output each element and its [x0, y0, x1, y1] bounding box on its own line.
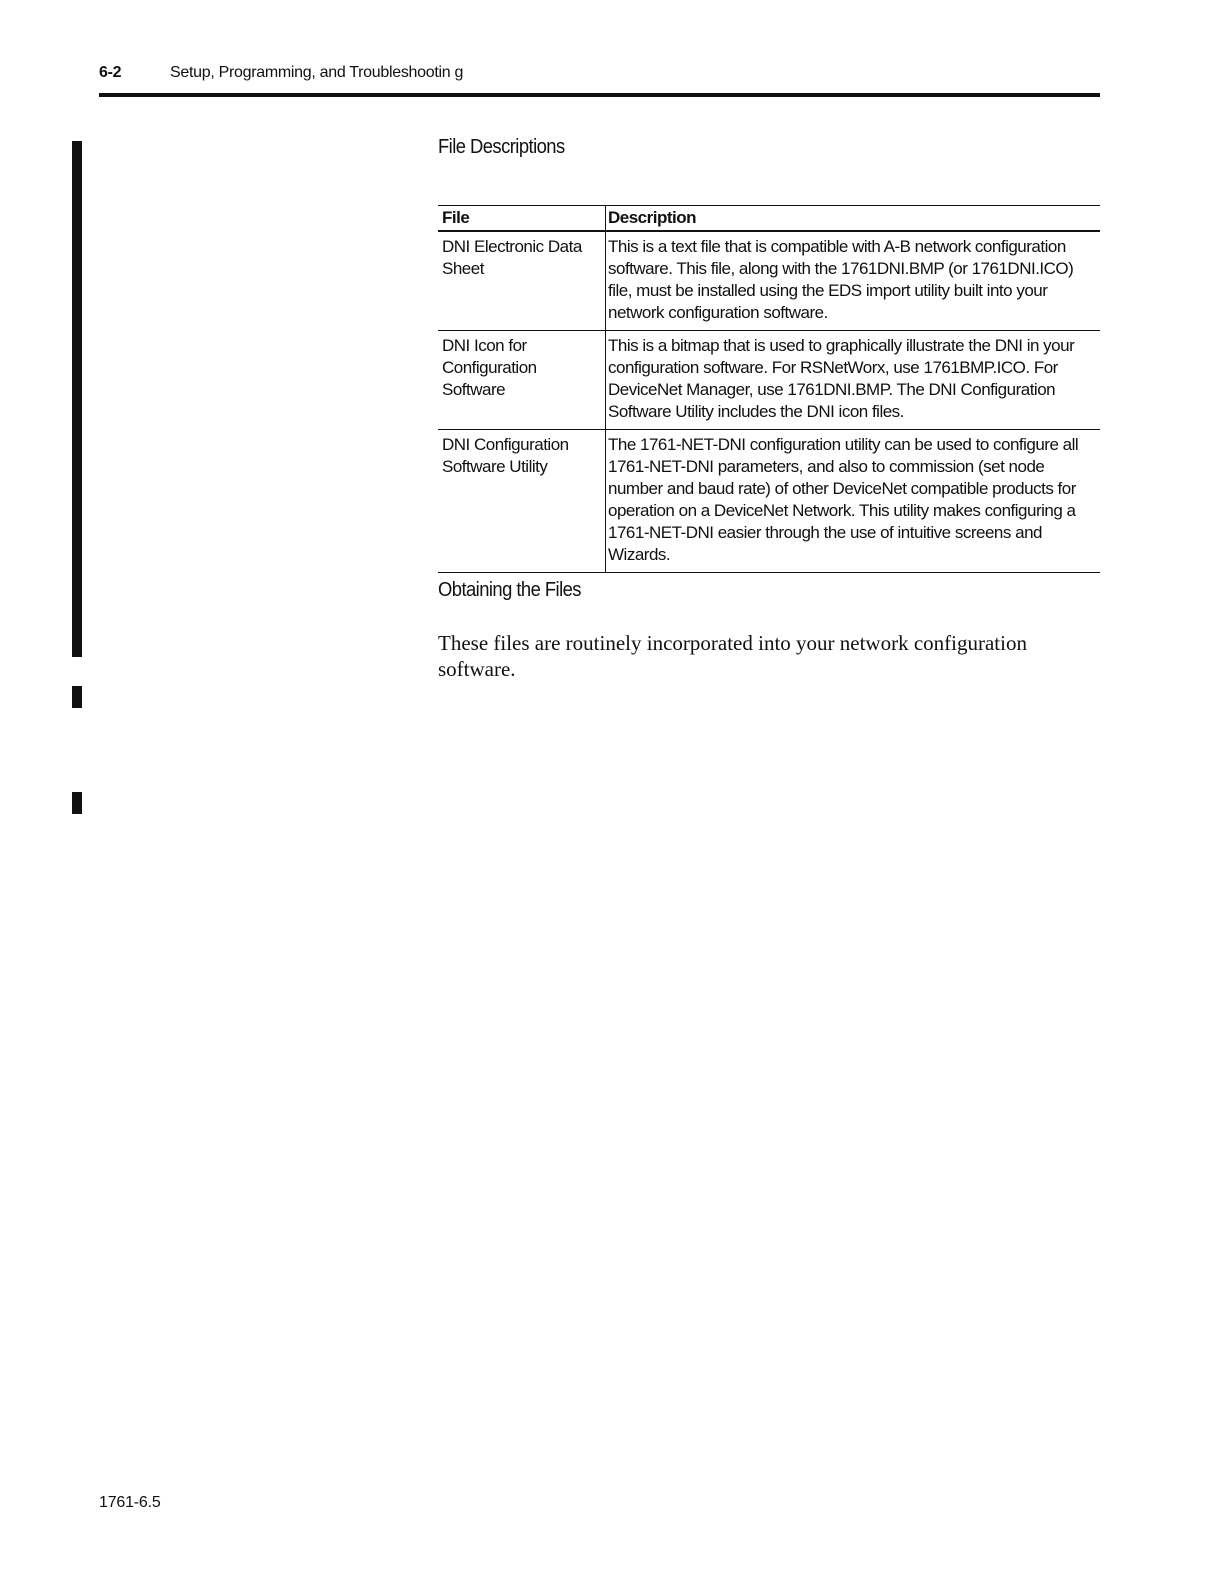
change-bar: [72, 141, 82, 657]
file-cell: DNI Icon for Configuration Software: [438, 331, 606, 430]
change-bar: [72, 792, 82, 814]
file-cell: DNI Configuration Software Utility: [438, 430, 606, 573]
file-cell: DNI Electronic Data Sheet: [438, 231, 606, 331]
table-row: [438, 231, 1100, 331]
page-number: 6-2: [99, 64, 122, 81]
table-row: [438, 331, 1100, 430]
obtaining-files-heading: Obtaining the Files: [438, 579, 581, 601]
chapter-title: Setup, Programming, and Troubleshootin g: [170, 64, 464, 81]
description-cell: The 1761-NET-DNI configuration utility can be used to configure all 1761-NET-DNI parameters, and also to commission (set node number and baud rate) of other DeviceNet compatible products for operation on a DeviceNet Network. This utility makes configuring a 1761-NET-DNI easier through the use of intuitive screens and Wizards.: [606, 430, 1101, 573]
page-header: [99, 64, 1099, 86]
file-descriptions-heading: File Descriptions: [438, 136, 565, 158]
description-cell: This is a bitmap that is used to graphically illustrate the DNI in your configuration software. For RSNetWorx, use 1761BMP.ICO. For DeviceNet Manager, use 1761DNI.BMP. The DNI Configuration Software Utility includes the DNI icon files.: [606, 331, 1101, 430]
description-cell: This is a text file that is compatible with A-B network configuration software. This file, along with the 1761DNI.BMP (or 1761DNI.ICO) file, must be installed using the EDS import utility built into your network configuration software.: [606, 231, 1101, 331]
publication-number: 1761-6.5: [99, 1494, 161, 1511]
change-bar: [72, 686, 82, 708]
file-descriptions-table: [438, 205, 1100, 573]
obtaining-files-paragraph: These files are routinely incorporated into your network configuration software.: [438, 631, 1027, 681]
column-header-description: Description: [606, 206, 1101, 232]
table-row: [438, 430, 1100, 573]
table-header-row: [438, 206, 1100, 232]
column-header-file: File: [438, 206, 606, 232]
header-rule: [99, 93, 1100, 97]
